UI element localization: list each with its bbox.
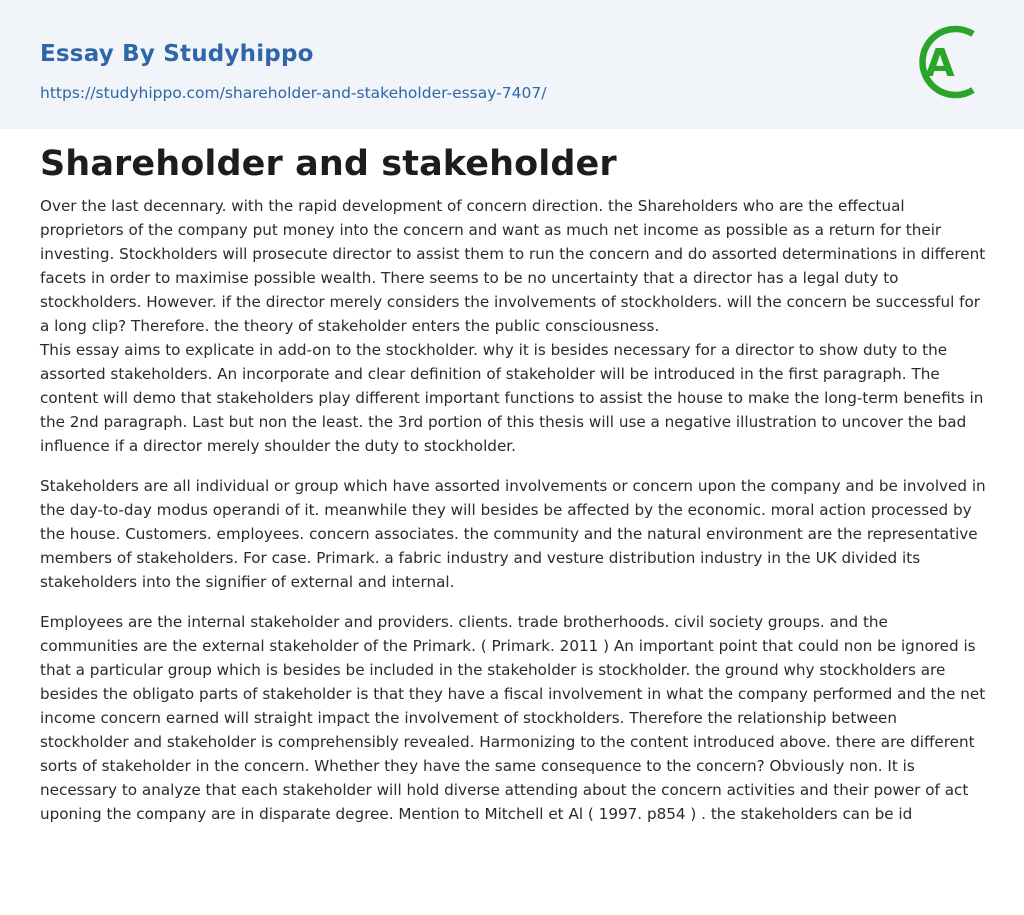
essay-paragraph: Employees are the internal stakeholder and providers. clients. trade brotherhoods. civil society groups. and the communities are the external stakeholder of the Primark. ( Primark. 2011 ) An important point that could non be ignored is that a particular group which is besides be included in the stakeholder is stockholder. the ground why stockholders are besides the obligato parts of stakeholder is that they have a fiscal involvement in what the company performed and the net income concern earned will straight impact the involvement of stockholders. Therefore the relationship between stockholder and stakeholder is comprehensibly revealed. Harmonizing to the content introduced above. there are different sorts of stakeholder in the concern. Whether they have the same consequence to the concern? Obviously non. It is necessary to analyze that each stakeholder will hold diverse attending about the concern activities and their power of act uponing the company are in disparate degree. Mention to Mitchell et Al ( 1997. p854 ) . the stakeholders can be id [40, 613, 986, 823]
page-header [0, 0, 1024, 129]
essay-body [40, 194, 990, 826]
essay-paragraph: Stakeholders are all individual or group which have assorted involvements or concern upon the company and be involved in the day-to-day modus operandi of it. meanwhile they will besides be affected by the economic. moral action processed by the house. Customers. employees. concern associates. the community and the natural environment are the representative members of stakeholders. For case. Primark. a fabric industry and vesture distribution industry in the UK divided its stakeholders into the signifier of external and internal. [40, 477, 986, 591]
essay-paragraph: This essay aims to explicate in add-on to the stockholder. why it is besides necessary for a director to show duty to the assorted stakeholders. An incorporate and clear definition of stakeholder will be introduced in the first paragraph. The content will demo that stakeholders play different important functions to assist the house to make the long-term benefits in the 2nd paragraph. Last but non the least. the 3rd portion of this thesis will use a negative illustration to uncover the bad influence if a director merely shoulder the duty to stockholder. [40, 341, 984, 455]
site-brand[interactable]: Essay By Studyhippo [40, 41, 314, 67]
essay-paragraph: Over the last decennary. with the rapid development of concern direction. the Shareholders who are the effectual proprietors of the company put money into the concern and want as much net income as possible as a return for their investing. Stockholders will prosecute director to assist them to run the concern and do assorted determinations in different facets in order to maximise possible wealth. There seems to be no uncertainty that a director has a legal duty to stockholders. However. if the director merely considers the involvements of stockholders. will the concern be successful for a long clip? Therefore. the theory of stakeholder enters the public consciousness. [40, 197, 986, 335]
page-title: Shareholder and stakeholder [40, 144, 617, 184]
studyhippo-logo-icon[interactable] [913, 20, 985, 104]
logo-letter: A [925, 41, 955, 85]
essay-url-link[interactable]: https://studyhippo.com/shareholder-and-stakeholder-essay-7407/ [40, 84, 547, 102]
